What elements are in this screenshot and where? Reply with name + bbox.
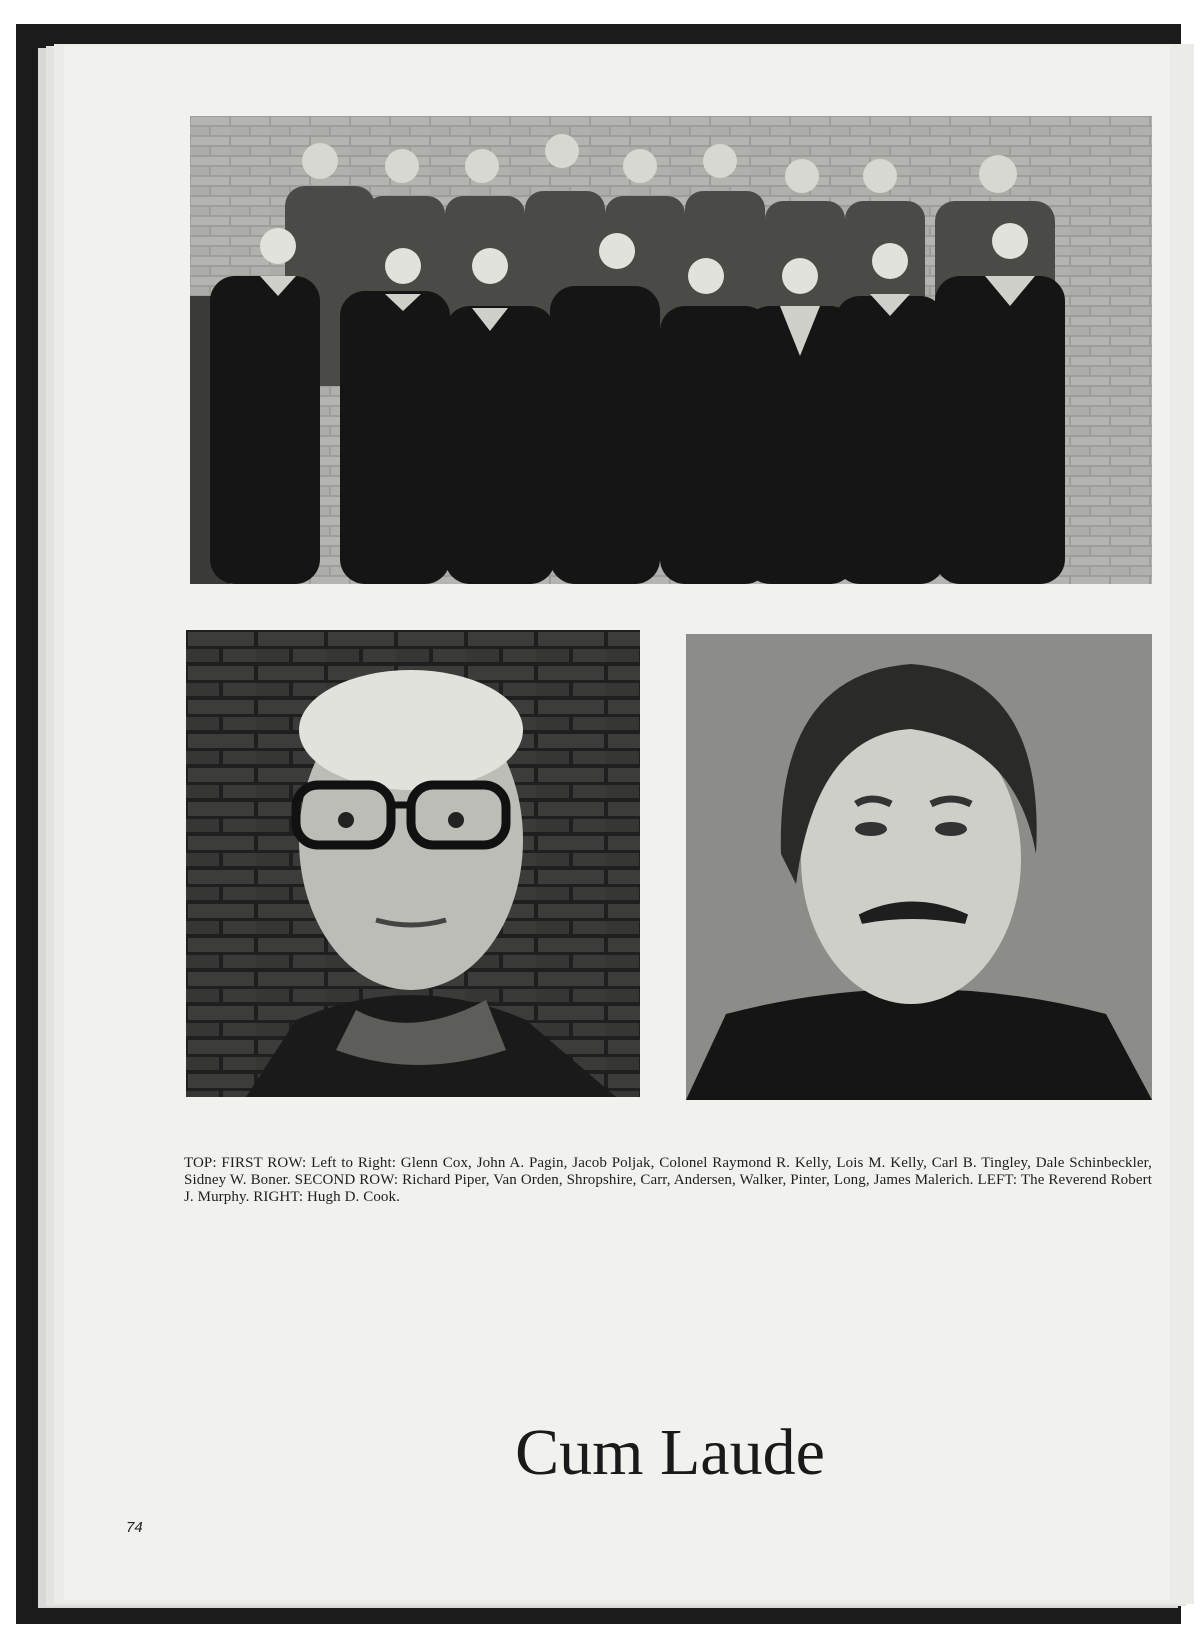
page-title: Cum Laude bbox=[515, 1416, 825, 1489]
photo-caption: TOP: FIRST ROW: Left to Right: Glenn Cox, John A. Pagin, Jacob Poljak, Colonel Raymond R. Kelly, Lois M. Kelly, Carl B. Tingley, Dale Schinbeckler, Sidney W. Boner. SECOND ROW: Richard Piper, Van Orden, Shropshire, Carr, Andersen, Walker, Pinter, Long, James Malerich. LEFT: The Reverend Robert J. Murphy. RIGHT: Hugh D. Cook. bbox=[184, 1155, 1152, 1205]
group-photo bbox=[190, 116, 1152, 584]
portrait-left bbox=[186, 630, 640, 1097]
group-photo-icon bbox=[190, 116, 1152, 584]
portrait-photo-icon bbox=[686, 634, 1152, 1100]
portrait-right bbox=[686, 634, 1152, 1100]
portrait-photo-icon bbox=[186, 630, 640, 1097]
page-number: 74 bbox=[126, 1519, 143, 1536]
